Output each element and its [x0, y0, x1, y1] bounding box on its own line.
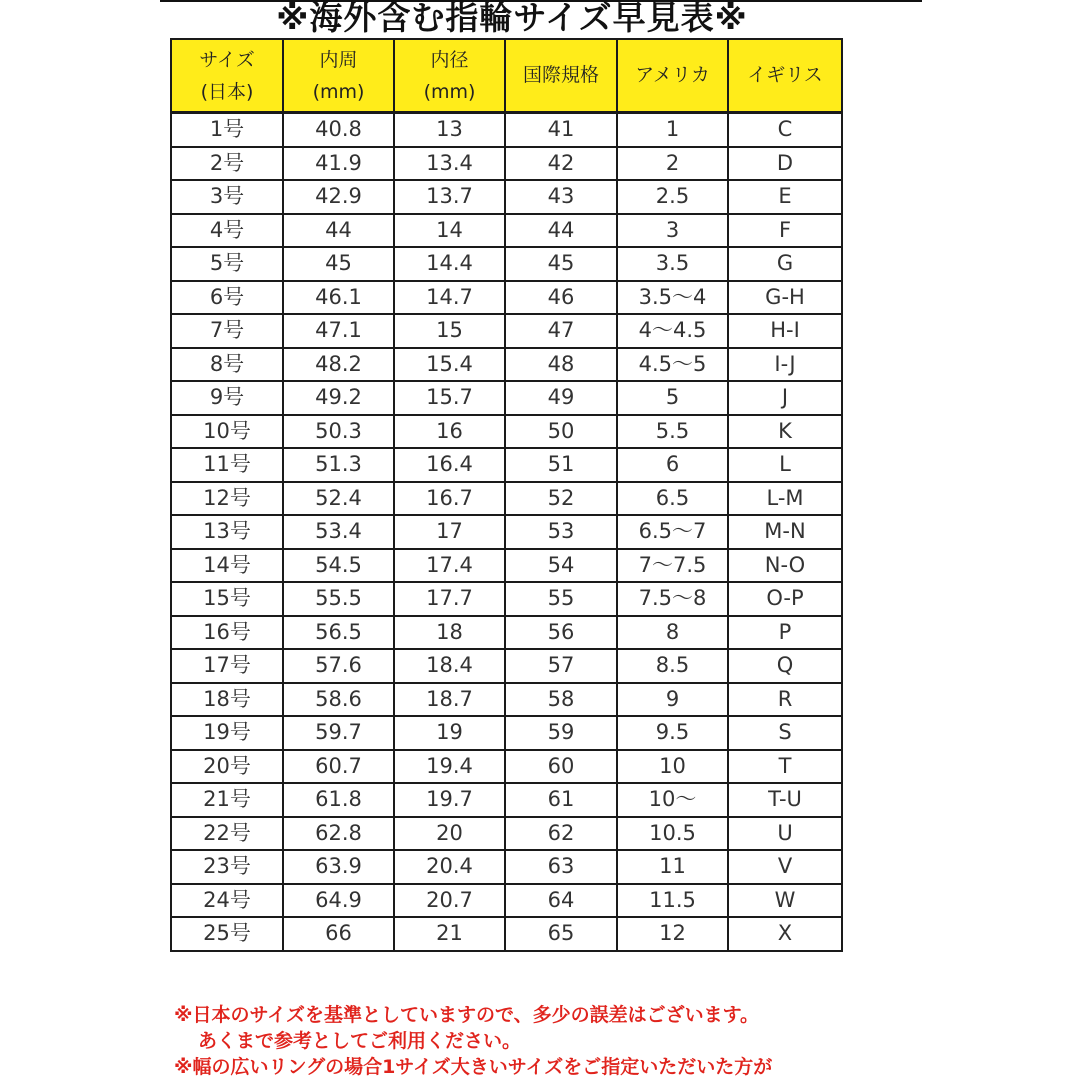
cell-diameter: 14.7	[394, 281, 505, 315]
table-row	[171, 716, 842, 750]
table-row	[171, 616, 842, 650]
cell-japan-size: 21号	[171, 783, 283, 817]
table-row	[171, 415, 842, 449]
table-row	[171, 214, 842, 248]
cell-diameter: 17.7	[394, 582, 505, 616]
table-row	[171, 314, 842, 348]
cell-us: 3.5〜4	[617, 281, 728, 315]
header-line1: 内径	[430, 48, 469, 71]
cell-uk: I-J	[728, 348, 842, 382]
table-row	[171, 850, 842, 884]
cell-circumference: 63.9	[283, 850, 394, 884]
table-row	[171, 113, 842, 147]
cell-international: 59	[505, 716, 617, 750]
cell-us: 10.5	[617, 817, 728, 851]
cell-circumference: 64.9	[283, 884, 394, 918]
cell-us: 7〜7.5	[617, 549, 728, 583]
cell-circumference: 46.1	[283, 281, 394, 315]
cell-uk: E	[728, 180, 842, 214]
header-line1: 内周	[319, 48, 358, 71]
cell-international: 61	[505, 783, 617, 817]
cell-international: 50	[505, 415, 617, 449]
cell-uk: G-H	[728, 281, 842, 315]
header-us	[617, 39, 728, 113]
cell-circumference: 41.9	[283, 147, 394, 181]
cell-japan-size: 14号	[171, 549, 283, 583]
cell-circumference: 50.3	[283, 415, 394, 449]
cell-japan-size: 16号	[171, 616, 283, 650]
cell-circumference: 55.5	[283, 582, 394, 616]
header-line1: イギリス	[747, 64, 823, 86]
cell-international: 48	[505, 348, 617, 382]
cell-diameter: 18	[394, 616, 505, 650]
cell-us: 5.5	[617, 415, 728, 449]
cell-us: 2.5	[617, 180, 728, 214]
cell-uk: T	[728, 750, 842, 784]
cell-diameter: 14.4	[394, 247, 505, 281]
cell-us: 11	[617, 850, 728, 884]
cell-japan-size: 7号	[171, 314, 283, 348]
cell-us: 6.5	[617, 482, 728, 516]
cell-international: 64	[505, 884, 617, 918]
cell-us: 9.5	[617, 716, 728, 750]
cell-circumference: 44	[283, 214, 394, 248]
cell-uk: V	[728, 850, 842, 884]
table-row	[171, 817, 842, 851]
cell-international: 54	[505, 549, 617, 583]
cell-japan-size: 15号	[171, 582, 283, 616]
cell-japan-size: 25号	[171, 917, 283, 951]
cell-japan-size: 17号	[171, 649, 283, 683]
cell-circumference: 52.4	[283, 482, 394, 516]
cell-us: 11.5	[617, 884, 728, 918]
table-row	[171, 549, 842, 583]
cell-uk: H-I	[728, 314, 842, 348]
table-row	[171, 448, 842, 482]
cell-circumference: 58.6	[283, 683, 394, 717]
cell-us: 8	[617, 616, 728, 650]
cell-international: 60	[505, 750, 617, 784]
cell-uk: L-M	[728, 482, 842, 516]
cell-us: 4〜4.5	[617, 314, 728, 348]
cell-international: 57	[505, 649, 617, 683]
table-row	[171, 917, 842, 951]
header-inner-circumference	[283, 39, 394, 113]
cell-us: 3	[617, 214, 728, 248]
cell-japan-size: 3号	[171, 180, 283, 214]
table-row	[171, 649, 842, 683]
table-row	[171, 281, 842, 315]
header-line2: (mm)	[423, 80, 476, 103]
cell-us: 1	[617, 113, 728, 147]
header-line2: (日本)	[200, 80, 254, 103]
cell-diameter: 15.4	[394, 348, 505, 382]
cell-japan-size: 10号	[171, 415, 283, 449]
cell-japan-size: 8号	[171, 348, 283, 382]
cell-international: 62	[505, 817, 617, 851]
cell-japan-size: 23号	[171, 850, 283, 884]
cell-international: 52	[505, 482, 617, 516]
cell-diameter: 16	[394, 415, 505, 449]
cell-uk: C	[728, 113, 842, 147]
cell-uk: O-P	[728, 582, 842, 616]
cell-japan-size: 1号	[171, 113, 283, 147]
note-line: あくまで参考としてご利用ください。	[198, 1030, 522, 1052]
cell-diameter: 18.4	[394, 649, 505, 683]
cell-diameter: 15	[394, 314, 505, 348]
header-inner-diameter	[394, 39, 505, 113]
cell-us: 3.5	[617, 247, 728, 281]
cell-japan-size: 22号	[171, 817, 283, 851]
cell-international: 53	[505, 515, 617, 549]
cell-international: 56	[505, 616, 617, 650]
cell-japan-size: 5号	[171, 247, 283, 281]
cell-circumference: 48.2	[283, 348, 394, 382]
cell-international: 55	[505, 582, 617, 616]
cell-circumference: 62.8	[283, 817, 394, 851]
cell-us: 10〜	[617, 783, 728, 817]
cell-diameter: 19.7	[394, 783, 505, 817]
table-row	[171, 147, 842, 181]
cell-circumference: 45	[283, 247, 394, 281]
cell-uk: J	[728, 381, 842, 415]
cell-circumference: 51.3	[283, 448, 394, 482]
cell-circumference: 42.9	[283, 180, 394, 214]
table-row	[171, 783, 842, 817]
cell-international: 43	[505, 180, 617, 214]
cell-international: 63	[505, 850, 617, 884]
header-line1: アメリカ	[635, 64, 710, 86]
cell-circumference: 56.5	[283, 616, 394, 650]
table-row	[171, 515, 842, 549]
cell-us: 2	[617, 147, 728, 181]
cell-circumference: 61.8	[283, 783, 394, 817]
cell-us: 5	[617, 381, 728, 415]
cell-japan-size: 19号	[171, 716, 283, 750]
cell-circumference: 53.4	[283, 515, 394, 549]
cell-diameter: 21	[394, 917, 505, 951]
cell-uk: F	[728, 214, 842, 248]
cell-uk: U	[728, 817, 842, 851]
cell-uk: R	[728, 683, 842, 717]
cell-uk: X	[728, 917, 842, 951]
cell-diameter: 15.7	[394, 381, 505, 415]
cell-diameter: 20.7	[394, 884, 505, 918]
header-line2: (mm)	[312, 80, 365, 103]
note-line: ※幅の広いリングの場合1サイズ大きいサイズをご指定いただいた方が	[174, 1056, 773, 1078]
cell-international: 42	[505, 147, 617, 181]
table-row	[171, 348, 842, 382]
cell-diameter: 20	[394, 817, 505, 851]
cell-japan-size: 2号	[171, 147, 283, 181]
cell-diameter: 13.7	[394, 180, 505, 214]
table-row	[171, 381, 842, 415]
ring-size-table	[170, 38, 843, 952]
cell-circumference: 57.6	[283, 649, 394, 683]
cell-us: 9	[617, 683, 728, 717]
table-body	[171, 113, 842, 951]
cell-uk: P	[728, 616, 842, 650]
table-row	[171, 247, 842, 281]
cell-uk: S	[728, 716, 842, 750]
cell-uk: K	[728, 415, 842, 449]
cell-circumference: 49.2	[283, 381, 394, 415]
cell-us: 10	[617, 750, 728, 784]
table-row	[171, 750, 842, 784]
cell-uk: D	[728, 147, 842, 181]
cell-diameter: 13	[394, 113, 505, 147]
cell-international: 49	[505, 381, 617, 415]
cell-japan-size: 20号	[171, 750, 283, 784]
cell-international: 44	[505, 214, 617, 248]
cell-us: 7.5〜8	[617, 582, 728, 616]
cell-japan-size: 13号	[171, 515, 283, 549]
cell-us: 12	[617, 917, 728, 951]
header-line1: 国際規格	[522, 64, 599, 86]
cell-diameter: 20.4	[394, 850, 505, 884]
cell-diameter: 17.4	[394, 549, 505, 583]
cell-us: 8.5	[617, 649, 728, 683]
cell-circumference: 60.7	[283, 750, 394, 784]
cell-japan-size: 11号	[171, 448, 283, 482]
cell-japan-size: 9号	[171, 381, 283, 415]
cell-circumference: 66	[283, 917, 394, 951]
cell-international: 47	[505, 314, 617, 348]
table-row	[171, 884, 842, 918]
header-uk	[728, 39, 842, 113]
cell-international: 58	[505, 683, 617, 717]
cell-diameter: 19	[394, 716, 505, 750]
cell-uk: G	[728, 247, 842, 281]
cell-diameter: 17	[394, 515, 505, 549]
cell-diameter: 19.4	[394, 750, 505, 784]
table-row	[171, 582, 842, 616]
cell-circumference: 40.8	[283, 113, 394, 147]
cell-japan-size: 12号	[171, 482, 283, 516]
cell-diameter: 14	[394, 214, 505, 248]
header-row	[171, 39, 842, 113]
cell-us: 6	[617, 448, 728, 482]
cell-us: 6.5〜7	[617, 515, 728, 549]
cell-diameter: 13.4	[394, 147, 505, 181]
cell-international: 41	[505, 113, 617, 147]
cell-uk: Q	[728, 649, 842, 683]
cell-uk: L	[728, 448, 842, 482]
header-japan-size	[171, 39, 283, 113]
cell-uk: W	[728, 884, 842, 918]
page-title: ※海外含む指輪サイズ早見表※	[276, 0, 748, 36]
cell-uk: M-N	[728, 515, 842, 549]
cell-circumference: 47.1	[283, 314, 394, 348]
cell-circumference: 54.5	[283, 549, 394, 583]
table-row	[171, 180, 842, 214]
cell-international: 46	[505, 281, 617, 315]
cell-diameter: 18.7	[394, 683, 505, 717]
header-line1: サイズ	[199, 48, 255, 71]
cell-japan-size: 6号	[171, 281, 283, 315]
cell-uk: N-O	[728, 549, 842, 583]
cell-international: 51	[505, 448, 617, 482]
notes	[174, 1002, 934, 1080]
cell-japan-size: 18号	[171, 683, 283, 717]
note-line: ※日本のサイズを基準としていますので、多少の誤差はございます。	[174, 1004, 760, 1026]
cell-us: 4.5〜5	[617, 348, 728, 382]
cell-japan-size: 4号	[171, 214, 283, 248]
cell-diameter: 16.7	[394, 482, 505, 516]
cell-international: 65	[505, 917, 617, 951]
cell-diameter: 16.4	[394, 448, 505, 482]
cell-international: 45	[505, 247, 617, 281]
table-row	[171, 482, 842, 516]
cell-uk: T-U	[728, 783, 842, 817]
cell-circumference: 59.7	[283, 716, 394, 750]
cell-japan-size: 24号	[171, 884, 283, 918]
header-international	[505, 39, 617, 113]
table-row	[171, 683, 842, 717]
